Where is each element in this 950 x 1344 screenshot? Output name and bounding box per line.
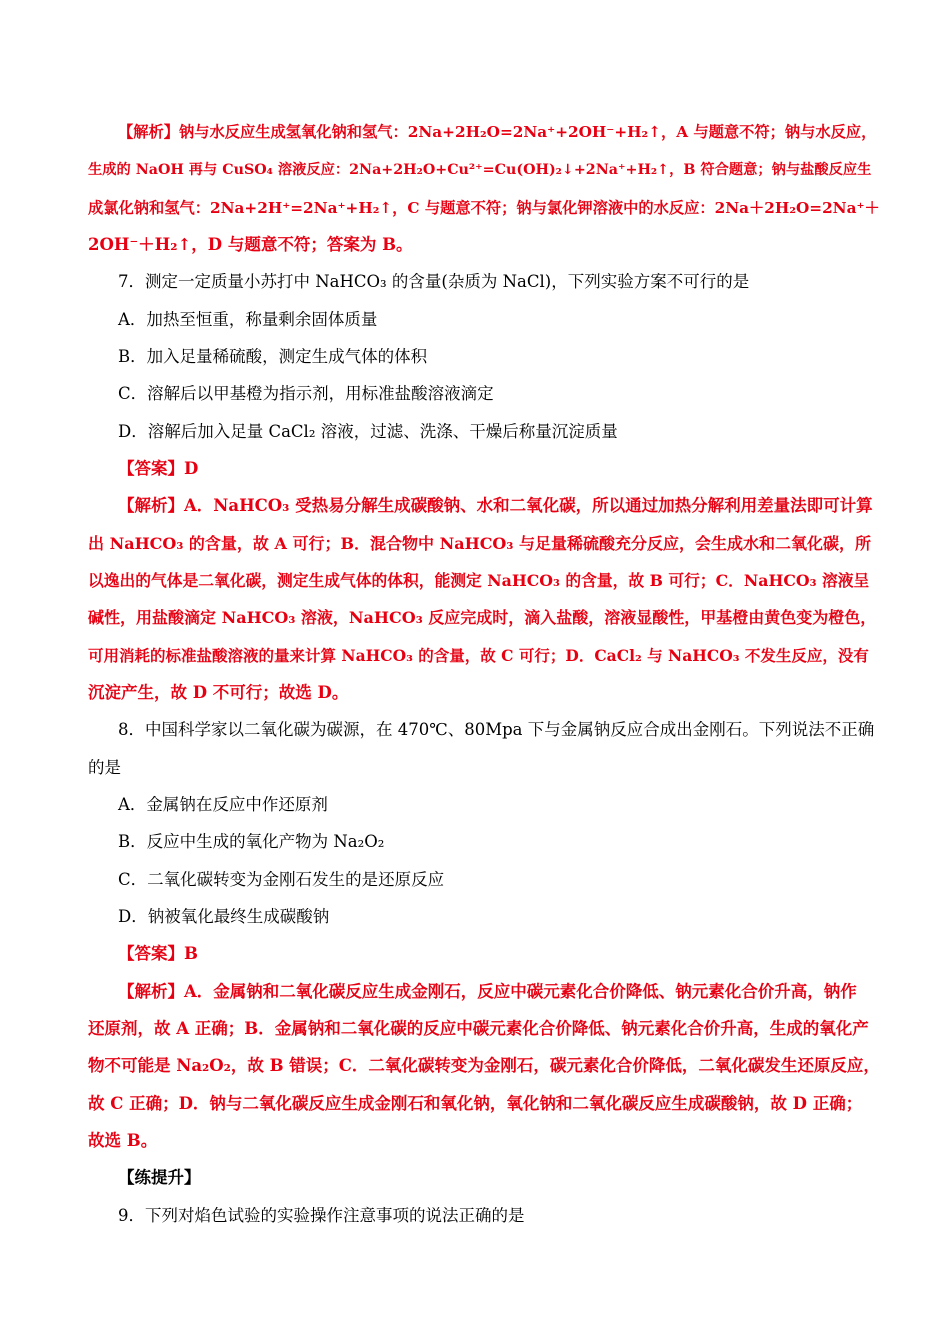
question-7-option-a: A．加热至恒重，称量剩余固体质量 xyxy=(118,310,378,329)
analysis-6-line-4: 2OH⁻＋H₂↑，D 与题意不符；答案为 B。 xyxy=(88,235,413,254)
analysis-8-line-5: 故选 B。 xyxy=(88,1131,158,1150)
analysis-8-line-3: 物不可能是 Na₂O₂，故 B 错误；C．二氧化碳转变为金刚石，碳元素化合价降低，二氧化碳发生还原反应， xyxy=(88,1056,880,1075)
analysis-7-line-4: 碱性，用盐酸滴定 NaHCO₃ 溶液，NaHCO₃ 反应完成时，滴入盐酸，溶液显酸性，甲基橙由黄色变为橙色， xyxy=(88,608,877,627)
question-8-stem-2: 的是 xyxy=(88,758,121,777)
analysis-6-line-3: 成氯化钠和氢气：2Na+2H⁺=2Na⁺+H₂↑，C 与题意不符；钠与氯化钾溶液中的水反应：2Na＋2H₂O=2Na⁺＋ xyxy=(88,199,880,217)
question-9-stem: 9．下列对焰色试验的实验操作注意事项的说法正确的是 xyxy=(118,1206,525,1225)
question-8-stem-1: 8．中国科学家以二氧化碳为碳源，在 470℃、80Mpa 下与金属钠反应合成出金刚石。下列说法不正确 xyxy=(118,720,875,739)
question-8-answer: 【答案】B xyxy=(118,944,198,963)
analysis-6-line-2: 生成的 NaOH 再与 CuSO₄ 溶液反应：2Na+2H₂O+Cu²⁺=Cu(OH)₂↓+2Na⁺+H₂↑，B 符合题意；钠与盐酸反应生 xyxy=(88,162,872,178)
question-7-answer: 【答案】D xyxy=(118,459,199,478)
question-8-option-c: C．二氧化碳转变为金刚石发生的是还原反应 xyxy=(118,870,445,889)
question-8-option-b: B．反应中生成的氧化产物为 Na₂O₂ xyxy=(118,832,385,851)
question-7-option-c: C．溶解后以甲基橙为指示剂，用标准盐酸溶液滴定 xyxy=(118,384,494,403)
analysis-6-line-1: 【解析】钠与水反应生成氢氧化钠和氢气：2Na+2H₂O=2Na⁺+2OH⁻+H₂↑，A 与题意不符；钠与水反应， xyxy=(118,123,877,141)
analysis-7-line-5: 可用消耗的标准盐酸溶液的量来计算 NaHCO₃ 的含量，故 C 可行；D．CaCl₂ 与 NaHCO₃ 不发生反应，没有 xyxy=(88,646,869,665)
section-heading-practice: 【练提升】 xyxy=(118,1168,201,1187)
question-7-option-b: B．加入足量稀硫酸，测定生成气体的体积 xyxy=(118,347,428,366)
analysis-7-line-2: 出 NaHCO₃ 的含量，故 A 可行；B．混合物中 NaHCO₃ 与足量稀硫酸充分反应，会生成水和二氧化碳，所 xyxy=(88,534,871,553)
analysis-8-line-2: 还原剂，故 A 正确；B．金属钠和二氧化碳的反应中碳元素化合价降低、钠元素化合价升高，生成的氧化产 xyxy=(88,1019,869,1038)
question-7-stem: 7．测定一定质量小苏打中 NaHCO₃ 的含量(杂质为 NaCl)，下列实验方案不可行的是 xyxy=(118,272,750,291)
analysis-7-line-6: 沉淀产生，故 D 不可行；故选 D。 xyxy=(88,683,349,702)
analysis-7-line-3: 以逸出的气体是二氧化碳，测定生成气体的体积，能测定 NaHCO₃ 的含量，故 B 可行；C．NaHCO₃ 溶液呈 xyxy=(88,571,870,590)
analysis-8-line-1: 【解析】A．金属钠和二氧化碳反应生成金刚石，反应中碳元素化合价降低、钠元素化合价升高，钠作 xyxy=(118,982,857,1001)
question-7-option-d: D．溶解后加入足量 CaCl₂ 溶液，过滤、洗涤、干燥后称量沉淀质量 xyxy=(118,422,618,441)
analysis-8-line-4: 故 C 正确；D．钠与二氧化碳反应生成金刚石和氧化钠，氧化钠和二氧化碳反应生成碳酸钠，故 D 正确； xyxy=(88,1094,863,1113)
analysis-7-line-1: 【解析】A．NaHCO₃ 受热易分解生成碳酸钠、水和二氧化碳，所以通过加热分解利用差量法即可计算 xyxy=(118,496,873,515)
question-8-option-a: A．金属钠在反应中作还原剂 xyxy=(118,795,328,814)
question-8-option-d: D．钠被氧化最终生成碳酸钠 xyxy=(118,907,330,926)
